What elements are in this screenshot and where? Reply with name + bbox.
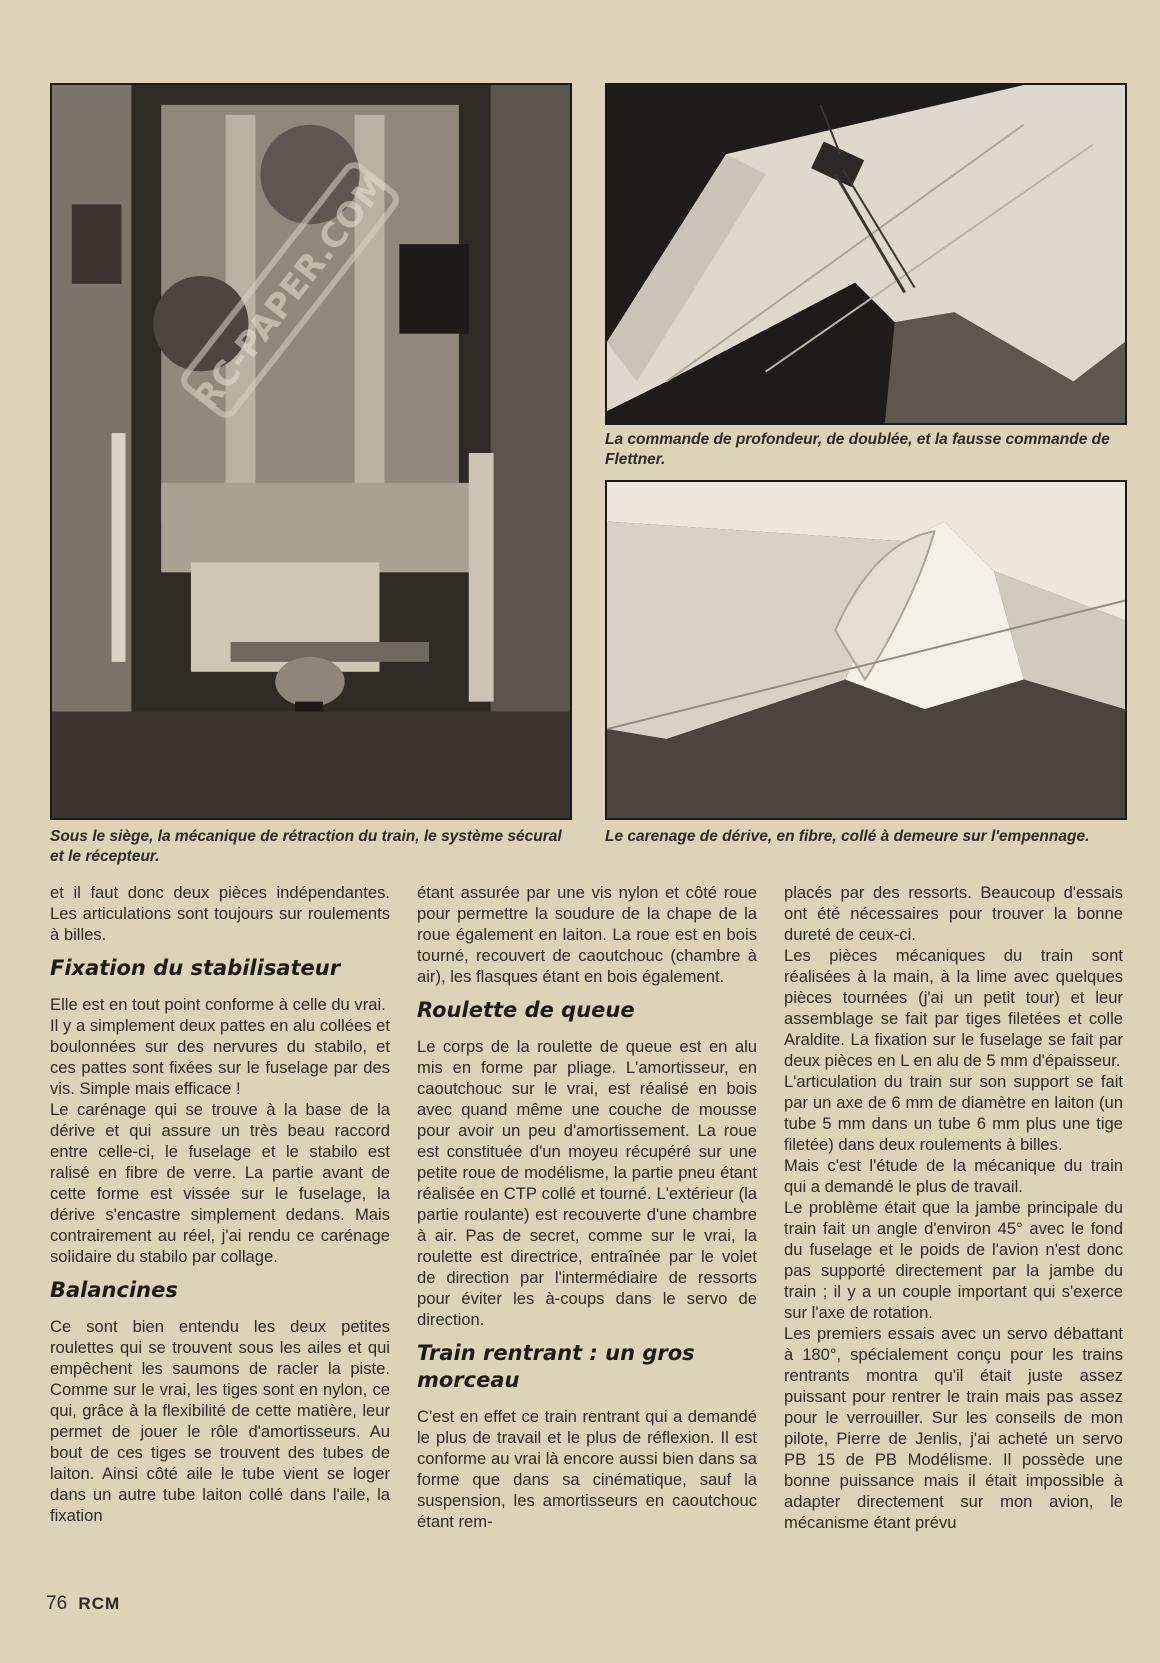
heading-balancines: Balancines <box>50 1278 178 1302</box>
paragraph: C'est en effet ce train rentrant qui a demandé le plus de travail et le plus de réflexion. Il est conforme au vrai là encore aussi bien dans sa forme que dans sa cinématique, sauf la suspension, les amortisseurs en caoutchouc étant rem- <box>417 1407 757 1531</box>
watermark-text: RC-PAPER.COM <box>186 164 397 418</box>
heading-fixation-stabilisateur: Fixation du stabilisateur <box>50 956 341 980</box>
page-folio <box>46 1593 120 1615</box>
paragraph: Les premiers essais avec un servo débattant à 180°, spécialement conçu pour les trains rentrants montra qu'il était juste assez puissant pour rentrer le train mais pas assez pour le verrouiller. Sur les conseils de mon pilote, Pierre de Jenlis, j'ai acheté un servo PB 15 de PB Modélisme. Il possède une bonne puissance mais il était impossible à adapter directement sur mon avion, le mécanisme étant prévu <box>784 1324 1123 1532</box>
paragraph: Il y a simplement deux pattes en alu collées et boulonnées sur des nervures du stabilo, et ces pattes sont fixées sur le fuselage par des vis. Simple mais efficace ! <box>50 1016 390 1098</box>
photo-fin-fairing <box>605 480 1127 820</box>
caption-retraction-mechanism: Sous le siège, la mécanique de rétraction du train, le système sécural et le récepteur. <box>50 828 562 865</box>
text-column-3 <box>784 882 1123 1533</box>
paragraph: Ce sont bien entendu les deux petites roulettes qui se trouvent sous les ailes et qui empêchent les saumons de racler la piste. Comme sur le vrai, les tiges sont en nylon, ce qui, grâce à la flexibilité de cette matière, leur permet de jouer le rôle d'amortisseurs. Au bout de ces tiges se trouvent des tubes de laiton. Ainsi côté aile le tube vient se loger dans un autre tube laiton collé dans l'aile, la fixation <box>50 1317 390 1525</box>
paragraph: Le corps de la roulette de queue est en alu mis en forme par pliage. L'amortisseur, en caoutchouc sur le vrai, est réalisé en bois avec quand même une couche de mousse pour avoir un peu d'amortissement. La roue est constituée d'un moyeu récupéré sur une petite roue de modélisme, la partie pneu étant réalisée en CTP collé et tourné. L'extérieur (la partie roulante) est recouverte d'une chambre à air. Pas de secret, comme sur le vrai, la roulette est directrice, entraînée par le volet de direction par l'intermédiaire de ressorts pour éviter les à-coups dans le servo de direction. <box>417 1037 757 1329</box>
watermark-stamp <box>140 100 440 480</box>
text-column-2 <box>417 882 757 1532</box>
heading-train-rentrant: Train rentrant : un gros morceau <box>417 1341 695 1392</box>
heading-roulette-de-queue: Roulette de queue <box>417 998 635 1022</box>
page-number: 76 <box>46 1593 68 1614</box>
paragraph: Mais c'est l'étude de la mécanique du train qui a demandé le plus de travail. <box>784 1156 1123 1196</box>
text-column-1 <box>50 882 390 1526</box>
caption-fin-fairing: Le carenage de dérive, en fibre, collé à demeure sur l'empennage. <box>605 828 1090 845</box>
paragraph: Elle est en tout point conforme à celle du vrai. <box>50 995 386 1014</box>
paragraph: Les pièces mécaniques du train sont réalisées à la main, à la lime avec quelques pièces tournées (j'ai un petit tour) et leur assemblage se fait par tiges filetées et colle Araldite. La fixation sur le fuselage se fait par deux pièces en L en alu de 5 mm d'épaisseur. <box>784 946 1123 1070</box>
caption-elevator-control: La commande de profondeur, de doublée, et la fausse commande de Flettner. <box>605 431 1110 468</box>
photo-elevator-control <box>605 83 1127 425</box>
magazine-name: RCM <box>78 1594 121 1613</box>
paragraph: étant assurée par une vis nylon et côté roue pour permettre la soudure de la chape de la roue également en laiton. La roue est en bois tourné, recouvert de caoutchouc (chambre à air), les flasques étant en bois également. <box>417 883 757 986</box>
paragraph: L'articulation du train sur son support se fait par un axe de 6 mm de diamètre en laiton (un tube 5 mm dans un tube 6 mm plus une tige filetée) dans deux roulements à billes. <box>784 1072 1123 1154</box>
paragraph: et il faut donc deux pièces indépendantes. Les articulations sont toujours sur roulements à billes. <box>50 883 390 944</box>
paragraph: Le problème était que la jambe principale du train fait un angle d'environ 45° avec le fond du fuselage et le poids de l'avion n'est donc pas supporté directement par la jambe du train ; il y a un couple important qui s'exerce sur l'axe de rotation. <box>784 1198 1123 1322</box>
paragraph: Le carénage qui se trouve à la base de la dérive et qui assure un très beau raccord entre celle-ci, le fuselage et le stabilo est ralisé en fibre de verre. La partie avant de cette forme est vissée sur le fuselage, la dérive s'encastre simplement dedans. Mais contrairement au réel, j'ai rendu ce carénage solidaire du stabilo par collage. <box>50 1100 390 1266</box>
paragraph: placés par des ressorts. Beaucoup d'essais ont été nécessaires pour trouver la bonne dureté de ceux-ci. <box>784 883 1123 944</box>
